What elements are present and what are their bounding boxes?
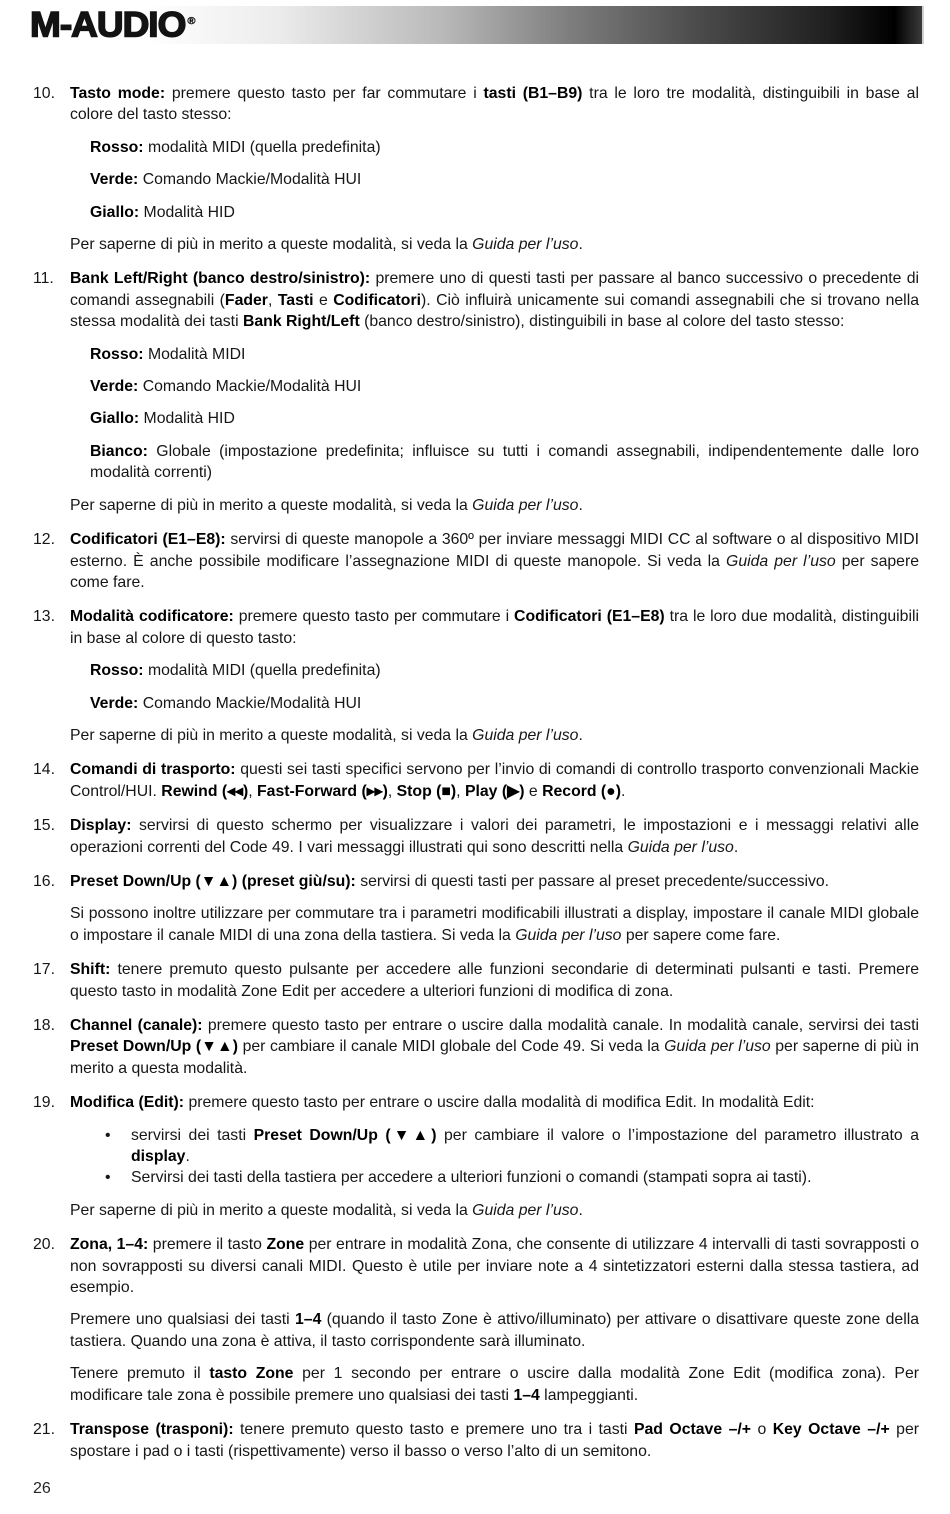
text-segment: Rosso: [90, 345, 148, 363]
text-segment: Zone [266, 1236, 305, 1254]
paragraph [70, 959, 919, 1002]
text-segment: e [313, 291, 334, 309]
page-header [0, 0, 950, 50]
registered-mark-icon: ® [187, 15, 196, 27]
paragraph [90, 376, 919, 397]
text-segment: Modifica (Edit): [70, 1094, 189, 1112]
text-segment: Tenere premuto il [70, 1365, 210, 1383]
text-segment: Guida per l’uso [472, 496, 579, 514]
text-segment: Guida per l’uso [472, 1201, 579, 1219]
text-segment: Transpose (trasponi): [70, 1421, 241, 1439]
paragraph [90, 344, 919, 365]
paragraph [70, 606, 919, 649]
text-segment: . [578, 496, 583, 514]
text-segment: Guida per l’uso [726, 552, 836, 570]
text-segment: Giallo: [90, 203, 144, 221]
text-segment: premere questo tasto per entrare o uscire dalla modalità canale. In modalità canale, servirsi dei tasti [207, 1017, 919, 1034]
text-segment: Modalità codificatore: [70, 608, 239, 626]
list-item [33, 1015, 919, 1079]
text-segment: Comando Mackie/Modalità HUI [142, 694, 362, 712]
text-segment: Modalità HID [143, 203, 235, 221]
text-segment: tenere premuto questo pulsante per accedere alle funzioni secondarie di determinati pulsanti e tasti. Premere questo tasto in modalità Zone Edit per accedere a ulteriori funzioni di modifica di zona. [70, 961, 919, 1000]
list-item [33, 871, 919, 946]
paragraph [70, 234, 919, 255]
text-segment: modalità MIDI (quella predefinita) [147, 138, 381, 156]
bullet-icon: • [105, 1126, 111, 1144]
text-segment: Preset Down/Up (▼▲) (preset giù/su): [70, 872, 361, 890]
text-segment: Verde: [90, 694, 143, 712]
paragraph [70, 1234, 919, 1298]
text-segment: Tasto mode: [70, 85, 172, 102]
item-number: 17. [33, 961, 55, 979]
text-segment: Codificatori (E1–E8) [514, 608, 665, 626]
text-segment: Per saperne di più in merito a queste modalità, si veda la [70, 1201, 473, 1219]
list-item [33, 815, 919, 858]
text-segment: modalità MIDI (quella predefinita) [147, 662, 381, 680]
paragraph [70, 1363, 919, 1406]
paragraph [70, 529, 919, 593]
list-item [33, 83, 919, 255]
paragraph [70, 1015, 919, 1079]
text-segment: per saperne di più in merito a questa modalità. [70, 1038, 919, 1077]
text-segment: Tasti [277, 291, 314, 309]
text-segment: Zona, 1–4: [70, 1236, 153, 1254]
text-segment: Per saperne di più in merito a queste modalità, si veda la [70, 236, 473, 254]
text-segment: lampeggianti. [539, 1386, 639, 1404]
paragraph [70, 725, 919, 746]
item-body [70, 268, 919, 516]
item-body [70, 1015, 919, 1079]
text-segment: , [248, 782, 258, 800]
text-segment: Guida per l’uso [664, 1038, 771, 1056]
text-segment: Fast-Forward (▸▸) [257, 782, 388, 800]
text-segment: Servirsi dei tasti della tastiera per accedere a ulteriori funzioni o comandi (stampati sopra ai tasti). [131, 1169, 812, 1187]
item-number: 10. [33, 85, 55, 102]
list-item [33, 1419, 919, 1462]
text-segment: Modalità MIDI [147, 345, 246, 363]
text-segment: display [131, 1148, 186, 1166]
item-number: 18. [33, 1017, 55, 1034]
text-segment: questi sei tasti specifici servono per l’invio di comandi di controllo trasporto convenzionali Mackie Control/HUI. [70, 761, 919, 800]
text-segment: Codificatori (E1–E8): [70, 531, 231, 549]
items-container [33, 83, 919, 1462]
paragraph [70, 815, 919, 858]
manual-content [0, 50, 950, 1462]
item-number: 21. [33, 1421, 55, 1439]
text-segment: , [387, 782, 397, 800]
item-number: 12. [33, 531, 55, 549]
text-segment: per sapere come fare. [621, 926, 781, 944]
paragraph [90, 169, 919, 190]
text-segment: (quando il tasto Zone è attivo/illuminato) per attivare o disattivare queste zone della tastiera. Quando una zona è attiva, il tasto corrispondente sarà illuminato. [70, 1311, 919, 1350]
item-body [70, 1092, 919, 1221]
text-segment: 1–4 [295, 1311, 322, 1329]
item-body [70, 1419, 919, 1462]
item-body [70, 83, 919, 255]
text-segment: Shift: [70, 961, 118, 979]
list-item [33, 529, 919, 593]
text-segment: Modalità HID [143, 410, 235, 428]
text-segment: Guida per l’uso [515, 926, 622, 944]
text-segment: o [750, 1421, 773, 1439]
paragraph [70, 83, 919, 126]
text-segment: servirsi di questo schermo per visualizzare i valori dei parametri, le impostazioni e i messaggi relativi alle operazioni correnti del Code 49. I vari messaggi illustrati qui sono descritti nella [70, 817, 919, 856]
paragraph [70, 495, 919, 516]
item-body [70, 871, 919, 946]
text-segment: Bank Left/Right (banco destro/sinistro): [70, 270, 376, 288]
text-segment: Guida per l’uso [472, 236, 579, 254]
paragraph [70, 759, 919, 802]
item-number: 13. [33, 608, 55, 626]
text-segment: Guida per l’uso [472, 726, 579, 744]
text-segment: servirsi dei tasti [131, 1126, 254, 1144]
text-segment: tra le loro tre modalità, distinguibili in base al colore del tasto stesso: [70, 85, 919, 124]
text-segment: (banco destro/sinistro), distinguibili in base al colore del tasto stesso: [359, 313, 845, 331]
paragraph [70, 871, 919, 892]
bullet-icon: • [105, 1169, 111, 1187]
text-segment: tasto Zone [209, 1365, 294, 1383]
paragraph [90, 660, 919, 681]
text-segment: premere uno di questi tasti per passare al banco successivo o precedente di comandi assegnabili ( [70, 270, 919, 309]
paragraph [90, 693, 919, 714]
text-segment: Verde: [90, 171, 143, 189]
text-segment: Guida per l’uso [627, 838, 734, 856]
text-segment: . [578, 726, 583, 744]
text-segment: . [733, 838, 739, 856]
text-segment: Rosso: [90, 138, 148, 156]
text-segment: Bank Right/Left [242, 313, 360, 331]
text-segment: Verde: [90, 378, 143, 396]
list-item [33, 1092, 919, 1221]
text-segment: tenere premuto questo tasto e premere uno tra i tasti [240, 1421, 634, 1439]
text-segment: Play (▶) [464, 782, 525, 800]
text-segment: Pad Octave –/+ [633, 1421, 751, 1439]
text-segment: premere questo tasto per commutare i [238, 608, 515, 626]
item-body [70, 815, 919, 858]
item-number: 20. [33, 1236, 55, 1254]
text-segment: Giallo: [90, 410, 144, 428]
text-segment: per sapere come fare. [70, 552, 919, 591]
text-segment: Preset Down/Up (▼▲) [70, 1038, 239, 1056]
m-audio-logo [30, 5, 195, 45]
item-number: 15. [33, 817, 55, 835]
text-segment: per cambiare il valore o l’impostazione del parametro illustrato a [436, 1126, 919, 1144]
paragraph [70, 1200, 919, 1221]
text-segment: . [578, 236, 583, 254]
text-segment: Globale (impostazione predefinita; influisce su tutti i comandi assegnabili, indipendentemente dalle loro modalità correnti) [90, 442, 919, 482]
page-number: 26 [33, 1480, 51, 1497]
text-segment: tra le loro due modalità, distinguibili in base al colore di questo tasto: [70, 608, 919, 647]
text-segment: Codificatori [333, 291, 421, 309]
item-body [70, 959, 919, 1002]
text-segment: ). Ciò influirà unicamente sui comandi assegnabili che si trovano nella stessa modalità dei tasti [70, 291, 919, 331]
text-segment: per 1 secondo per entrare o uscire dalla modalità Zone Edit (modifica zona). Per modificare tale zona è possibile premere uno qualsiasi dei tasti [70, 1365, 919, 1404]
item-body [70, 606, 919, 746]
text-segment: premere questo tasto per entrare o uscire dalla modalità di modifica Edit. In modalità Edit: [188, 1094, 815, 1112]
paragraph [70, 903, 919, 946]
paragraph [90, 202, 919, 223]
bullet-text [131, 1167, 919, 1188]
item-number: 14. [33, 761, 55, 779]
bullet-item [105, 1167, 919, 1188]
text-segment: Display: [70, 817, 139, 835]
text-segment: premere questo tasto per far commutare i [171, 85, 484, 102]
text-segment: Per saperne di più in merito a queste modalità, si veda la [70, 726, 473, 744]
list-item [33, 759, 919, 802]
text-segment: Per saperne di più in merito a queste modalità, si veda la [70, 496, 473, 514]
list-item [33, 606, 919, 746]
text-segment: Record (●) [542, 782, 621, 800]
item-number: 16. [33, 872, 55, 890]
paragraph [90, 137, 919, 158]
bullet-item [105, 1125, 919, 1168]
paragraph [70, 1092, 919, 1113]
text-segment: Bianco: [90, 442, 157, 460]
text-segment: , [456, 782, 465, 800]
text-segment: Preset Down/Up (▼▲) [253, 1126, 437, 1144]
text-segment: per cambiare il canale MIDI globale del Code 49. Si veda la [238, 1038, 665, 1056]
item-body [70, 759, 919, 802]
item-number: 11. [33, 270, 54, 288]
list-item [33, 1234, 919, 1406]
text-segment: Comando Mackie/Modalità HUI [142, 171, 362, 189]
text-segment: Rosso: [90, 662, 148, 680]
text-segment: per spostare i pad o i tasti (rispettivamente) verso il basso o verso l’alto di un semitono. [70, 1421, 919, 1460]
text-segment: . [185, 1148, 190, 1166]
text-segment: Fader [224, 291, 268, 309]
item-body [70, 1234, 919, 1406]
text-segment: Key Octave –/+ [772, 1421, 890, 1439]
text-segment: servirsi di questi tasti per passare al preset precedente/successivo. [360, 872, 830, 890]
logo-text: M-AUDIO [30, 5, 186, 44]
text-segment: Comandi di trasporto: [70, 761, 241, 779]
text-segment: . [578, 1201, 583, 1219]
text-segment: tasti (B1–B9) [483, 85, 583, 102]
text-segment: Comando Mackie/Modalità HUI [142, 378, 362, 396]
paragraph [70, 268, 919, 332]
list-item [33, 268, 919, 516]
text-segment: 1–4 [513, 1386, 540, 1404]
paragraph [90, 408, 919, 429]
paragraph [70, 1309, 919, 1352]
text-segment: Channel (canale): [70, 1017, 208, 1034]
item-number: 19. [33, 1094, 55, 1112]
text-segment: Premere uno qualsiasi dei tasti [70, 1311, 295, 1329]
bullet-text [131, 1125, 919, 1168]
text-segment: Si possono inoltre utilizzare per commutare tra i parametri modificabili illustrati a display, impostare il canale MIDI globale o impostare il canale MIDI di una zona della tastiera. Si veda la [70, 905, 919, 944]
text-segment: per entrare in modalità Zona, che consente di utilizzare 4 intervalli di tasti sovrapposti o non sovrapposti su diversi canali MIDI. Questo è utile per inviare note a 4 sintetizzatori esterni dalla stessa tastiera, ad esempio. [70, 1236, 919, 1297]
text-segment: e [524, 782, 543, 800]
paragraph [70, 1419, 919, 1462]
list-item [33, 959, 919, 1002]
text-segment: Rewind (◂◂) [161, 782, 249, 800]
item-body [70, 529, 919, 593]
text-segment: Stop (■) [396, 782, 457, 800]
text-segment: . [620, 782, 626, 800]
text-segment: premere il tasto [152, 1236, 267, 1254]
text-segment: , [267, 291, 278, 309]
text-segment: servirsi di queste manopole a 360º per inviare messaggi MIDI CC al software o al dispositivo MIDI esterno. È anche possibile modificare l’assegnazione MIDI di queste manopole. Si veda la [70, 531, 919, 570]
paragraph [90, 441, 919, 484]
